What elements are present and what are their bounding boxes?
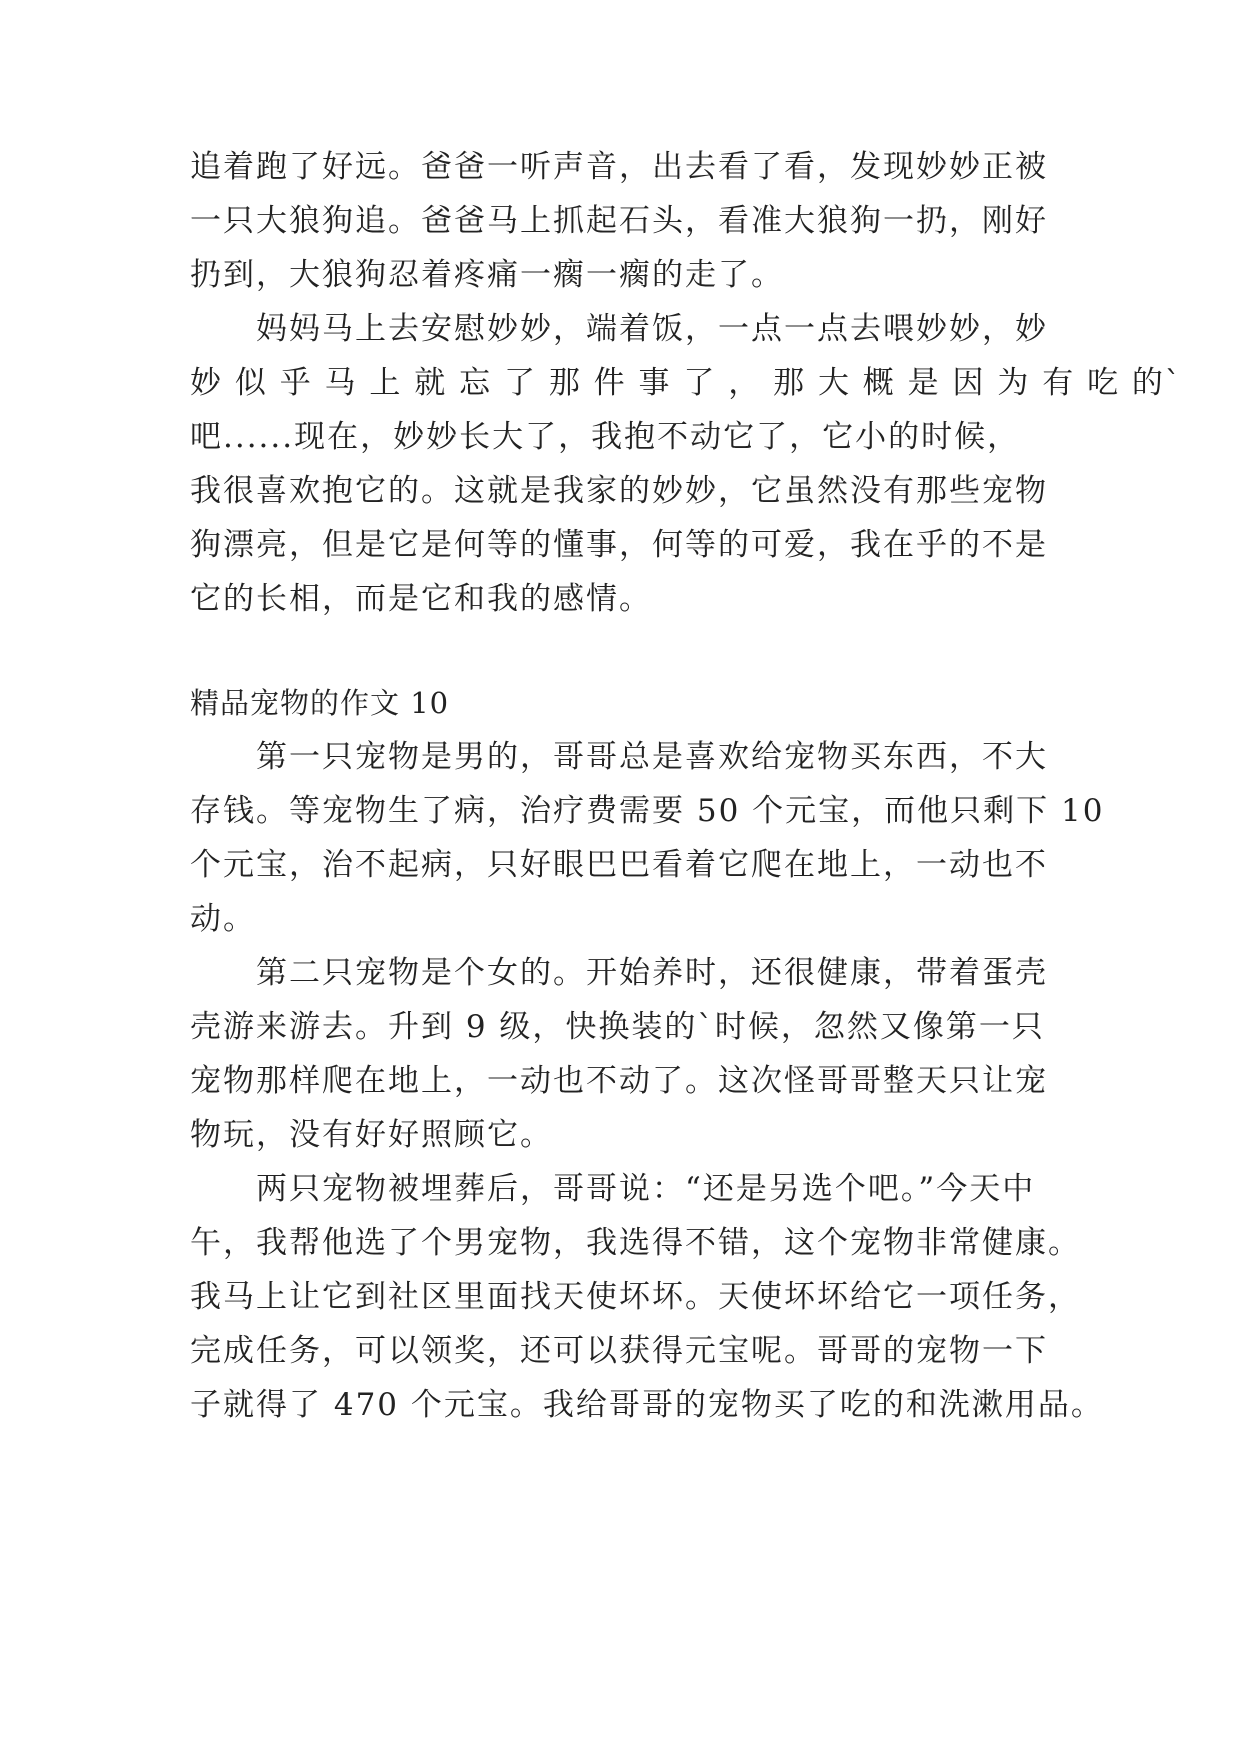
text-line: 物玩，没有好好照顾它。 — [190, 1117, 553, 1153]
text-line: 它的长相，而是它和我的感情。 — [190, 581, 652, 617]
text-line: 狗漂亮，但是它是何等的懂事，何等的可爱，我在乎的不是 — [190, 527, 1048, 563]
text-line: 妙 似 乎 马 上 就 忘 了 那 件 事 了 ， 那 大 概 是 因 为 有 吃 的` — [190, 365, 1183, 401]
text-line: 追着跑了好远。爸爸一听声音，出去看了看，发现妙妙正被 — [190, 149, 1048, 185]
text-line: 一只大狼狗追。爸爸马上抓起石头，看准大狼狗一扔，刚好 — [190, 203, 1048, 239]
text-line: 个元宝，治不起病，只好眼巴巴看着它爬在地上，一动也不 — [190, 847, 1048, 883]
text-line: 吧......现在，妙妙长大了，我抱不动它了，它小的时候， — [190, 419, 1021, 455]
text-line: 宠物那样爬在地上，一动也不动了。这次怪哥哥整天只让宠 — [190, 1063, 1048, 1099]
text-line: 动。 — [190, 901, 256, 937]
paragraph-first-line: 两只宠物被埋葬后，哥哥说：“还是另选个吧。”今天中 — [256, 1171, 1036, 1207]
text-line: 我马上让它到社区里面找天使坏坏。天使坏坏给它一项任务， — [190, 1279, 1081, 1315]
text-line: 壳游来游去。升到 9 级，快换装的`时候，忽然又像第一只 — [190, 1009, 1045, 1045]
text-line: 存钱。等宠物生了病，治疗费需要 50 个元宝，而他只剩下 10 — [190, 793, 1105, 829]
paragraph-first-line: 妈妈马上去安慰妙妙，端着饭，一点一点去喂妙妙，妙 — [256, 311, 1048, 347]
text-line: 我很喜欢抱它的。这就是我家的妙妙，它虽然没有那些宠物 — [190, 473, 1048, 509]
text-line: 扔到，大狼狗忍着疼痛一瘸一瘸的走了。 — [190, 257, 784, 293]
text-line: 子就得了 470 个元宝。我给哥哥的宠物买了吃的和洗漱用品。 — [190, 1387, 1104, 1423]
section-heading: 精品宠物的作文 10 — [190, 686, 450, 720]
paragraph-first-line: 第二只宠物是个女的。开始养时，还很健康，带着蛋壳 — [256, 955, 1048, 991]
paragraph-first-line: 第一只宠物是男的，哥哥总是喜欢给宠物买东西，不大 — [256, 739, 1048, 775]
text-line: 完成任务，可以领奖，还可以获得元宝呢。哥哥的宠物一下 — [190, 1333, 1048, 1369]
text-line: 午，我帮他选了个男宠物，我选得不错，这个宠物非常健康。 — [190, 1225, 1081, 1261]
